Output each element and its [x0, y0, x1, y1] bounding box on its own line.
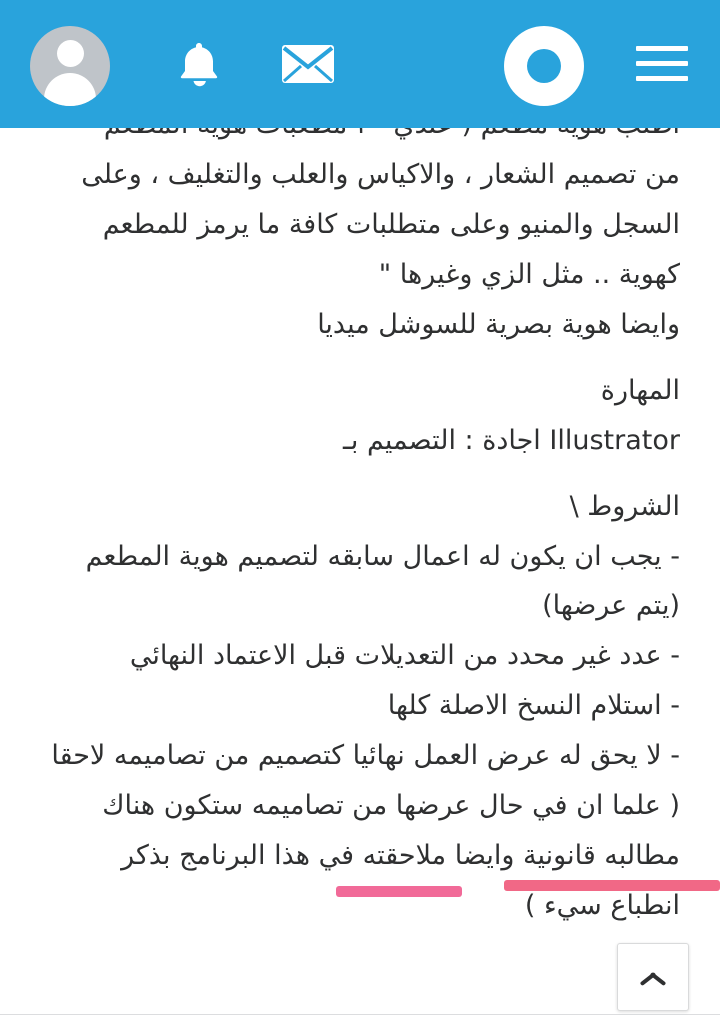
hamburger-bar: [636, 76, 688, 81]
condition-line-4: - لا يحق له عرض العمل نهائيا كتصميم من تصاميمه لاحقا: [51, 740, 680, 772]
condition-line-2: - عدد غير محدد من التعديلات قبل الاعتماد النهائي: [129, 640, 680, 672]
content-line-3: وايضا هوية بصرية للسوشل ميديا: [317, 308, 680, 340]
condition-line-1: (يتم عرضها): [542, 590, 680, 622]
avatar-head-shape: [57, 40, 84, 67]
scroll-to-top-button[interactable]: [617, 943, 689, 1011]
bell-icon[interactable]: [176, 40, 222, 88]
skill-tool-name: Illustrator: [549, 424, 680, 456]
envelope-icon[interactable]: [281, 44, 335, 84]
skill-line-prefix: اجادة : التصميم بـ: [342, 424, 541, 456]
hamburger-bar: [636, 46, 688, 51]
conditions-heading: الشروط \: [569, 490, 680, 522]
spacer: [40, 466, 680, 482]
top-app-bar: [0, 0, 720, 128]
skill-line: [40, 416, 680, 466]
condition-line-7: انطباع سيء ): [524, 890, 680, 922]
content-line-0: من تصميم الشعار ، والاكياس والعلب والتغليف ، وعلى: [81, 158, 680, 190]
brand-logo-icon[interactable]: [504, 26, 584, 106]
content-line-1: السجل والمنيو وعلى متطلبات كافة ما يرمز للمطعم: [102, 208, 680, 240]
chevron-up-icon: [640, 969, 666, 995]
condition-line-3: - استلام النسخ الاصلة كلها: [387, 690, 680, 722]
spacer: [40, 350, 680, 366]
hamburger-menu-icon[interactable]: [636, 46, 688, 82]
content-line-2: كهوية .. مثل الزي وغيرها ": [378, 258, 680, 290]
bottom-divider: [0, 1014, 720, 1015]
hamburger-bar: [636, 61, 688, 66]
avatar-body-shape: [44, 73, 96, 106]
user-avatar-icon[interactable]: [30, 26, 110, 106]
bottom-bar: [0, 1015, 720, 1035]
condition-line-6: مطالبه قانونية وايضا ملاحقته في هذا البرنامج بذكر: [121, 840, 680, 872]
condition-line-0: - يجب ان يكون له اعمال سابقه لتصميم هوية المطعم: [85, 540, 680, 572]
skill-heading: المهارة: [600, 374, 680, 406]
condition-line-5: ( علما ان في حال عرضها من تصاميمه ستكون هناك: [102, 790, 680, 822]
